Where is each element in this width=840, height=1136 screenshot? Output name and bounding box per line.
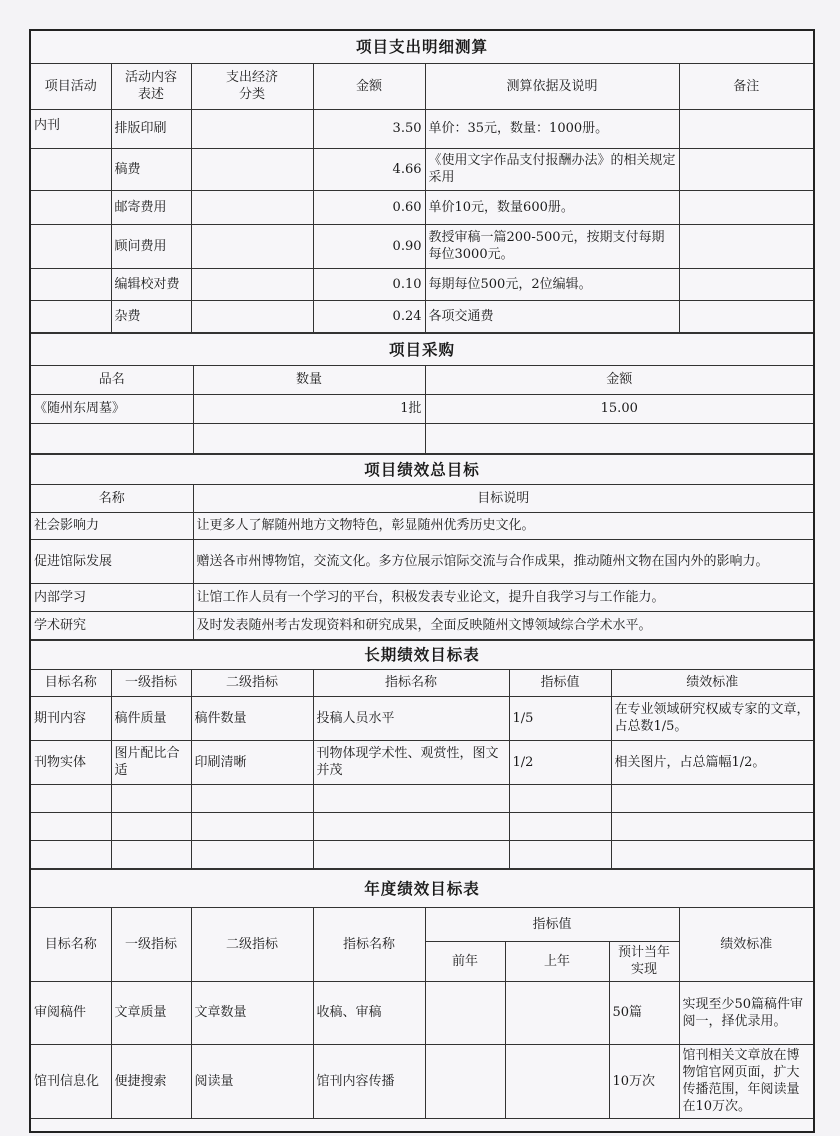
purchase-name: 《随州东周墓》 bbox=[31, 394, 193, 423]
budget-amount: 4.66 bbox=[313, 148, 425, 190]
budget-remark bbox=[679, 224, 813, 268]
goals-header-desc: 目标说明 bbox=[193, 484, 813, 512]
budget-content: 排版印刷 bbox=[111, 109, 191, 148]
goal-desc: 让馆工作人员有一个学习的平台，积极发表专业论文，提升自我学习与工作能力。 bbox=[193, 583, 813, 611]
goal-desc: 赠送各市州博物馆，交流文化。多方位展示馆际交流与合作成果，推动随州文物在国内外的影响力。 bbox=[193, 539, 813, 583]
annual-l1: 便捷搜索 bbox=[111, 1044, 191, 1118]
longterm-name: 刊物体现学术性、观赏性，图文并茂 bbox=[313, 740, 509, 784]
annual-goal: 馆刊信息化 bbox=[31, 1044, 111, 1118]
budget-header-activity: 项目活动 bbox=[31, 63, 111, 109]
budget-header-economic: 支出经济 分类 bbox=[191, 63, 313, 109]
empty-cell bbox=[313, 840, 509, 868]
purchase-name bbox=[31, 423, 193, 453]
budget-remark bbox=[679, 148, 813, 190]
annual-title: 年度绩效目标表 bbox=[31, 869, 813, 907]
longterm-header-std: 绩效标准 bbox=[611, 669, 813, 696]
annual-header-value: 指标值 bbox=[425, 907, 679, 941]
purchase-title: 项目采购 bbox=[31, 333, 813, 365]
budget-amount: 0.90 bbox=[313, 224, 425, 268]
budget-activity bbox=[31, 224, 111, 268]
table-row bbox=[31, 583, 813, 611]
empty-cell bbox=[611, 840, 813, 868]
goal-name: 促进馆际发展 bbox=[31, 539, 193, 583]
empty-cell bbox=[313, 784, 509, 812]
empty-cell bbox=[31, 784, 111, 812]
document-page bbox=[29, 29, 815, 1133]
annual-subheader-expected: 预计当年 实现 bbox=[609, 941, 679, 981]
budget-activity bbox=[31, 268, 111, 300]
longterm-l2: 印刷清晰 bbox=[191, 740, 313, 784]
budget-amount: 0.60 bbox=[313, 190, 425, 224]
purchase-header-name: 品名 bbox=[31, 365, 193, 394]
annual-header-l1: 一级指标 bbox=[111, 907, 191, 981]
annual-prev1 bbox=[505, 981, 609, 1044]
empty-cell bbox=[31, 840, 111, 868]
purchase-qty bbox=[193, 423, 425, 453]
longterm-std: 相关图片，占总篇幅1/2。 bbox=[611, 740, 813, 784]
longterm-l1: 稿件质量 bbox=[111, 696, 191, 740]
budget-note: 教授审稿一篇200-500元，按期支付每期每位3000元。 bbox=[425, 224, 679, 268]
budget-activity bbox=[31, 190, 111, 224]
annual-header-std: 绩效标准 bbox=[679, 907, 813, 981]
longterm-header-name: 指标名称 bbox=[313, 669, 509, 696]
goal-name: 社会影响力 bbox=[31, 512, 193, 539]
budget-amount: 0.10 bbox=[313, 268, 425, 300]
empty-cell bbox=[191, 840, 313, 868]
empty-cell bbox=[509, 812, 611, 840]
table-row bbox=[31, 109, 813, 148]
budget-economic bbox=[191, 300, 313, 332]
empty-cell bbox=[611, 784, 813, 812]
annual-header-goal: 目标名称 bbox=[31, 907, 111, 981]
annual-name: 馆刊内容传播 bbox=[313, 1044, 425, 1118]
annual-goal: 审阅稿件 bbox=[31, 981, 111, 1044]
longterm-l2: 稿件数量 bbox=[191, 696, 313, 740]
budget-content: 稿费 bbox=[111, 148, 191, 190]
budget-remark bbox=[679, 190, 813, 224]
budget-activity: 内刊 bbox=[31, 109, 111, 148]
annual-prev1 bbox=[505, 1044, 609, 1118]
table-row bbox=[31, 611, 813, 639]
annual-l1: 文章质量 bbox=[111, 981, 191, 1044]
purchase-table bbox=[31, 333, 813, 454]
purchase-amount: 15.00 bbox=[425, 394, 813, 423]
budget-content: 顾问费用 bbox=[111, 224, 191, 268]
budget-activity bbox=[31, 148, 111, 190]
purchase-qty: 1批 bbox=[193, 394, 425, 423]
table-row bbox=[31, 812, 813, 840]
budget-economic bbox=[191, 268, 313, 300]
empty-cell bbox=[509, 784, 611, 812]
budget-economic bbox=[191, 224, 313, 268]
goals-table bbox=[31, 454, 813, 640]
budget-content: 杂费 bbox=[111, 300, 191, 332]
longterm-value: 1/2 bbox=[509, 740, 611, 784]
purchase-header-qty: 数量 bbox=[193, 365, 425, 394]
purchase-header-amount: 金额 bbox=[425, 365, 813, 394]
empty-cell bbox=[313, 812, 509, 840]
budget-note: 单价10元，数量600册。 bbox=[425, 190, 679, 224]
budget-content: 编辑校对费 bbox=[111, 268, 191, 300]
table-row bbox=[31, 268, 813, 300]
budget-content: 邮寄费用 bbox=[111, 190, 191, 224]
table-row bbox=[31, 224, 813, 268]
table-row bbox=[31, 148, 813, 190]
empty-cell bbox=[509, 840, 611, 868]
annual-name: 收稿、审稿 bbox=[313, 981, 425, 1044]
longterm-goal: 期刊内容 bbox=[31, 696, 111, 740]
table-row bbox=[31, 512, 813, 539]
budget-note: 各项交通费 bbox=[425, 300, 679, 332]
annual-std: 馆刊相关文章放在博物馆官网页面，扩大传播范围，年阅读量在10万次。 bbox=[679, 1044, 813, 1118]
table-row bbox=[31, 740, 813, 784]
longterm-header-goal: 目标名称 bbox=[31, 669, 111, 696]
goal-desc: 让更多人了解随州地方文物特色，彰显随州优秀历史文化。 bbox=[193, 512, 813, 539]
budget-header-basis: 测算依据及说明 bbox=[425, 63, 679, 109]
empty-cell bbox=[111, 840, 191, 868]
annual-table bbox=[31, 869, 813, 1119]
longterm-name: 投稿人员水平 bbox=[313, 696, 509, 740]
budget-note: 每期每位500元，2位编辑。 bbox=[425, 268, 679, 300]
budget-amount: 0.24 bbox=[313, 300, 425, 332]
annual-expected: 50篇 bbox=[609, 981, 679, 1044]
annual-header-l2: 二级指标 bbox=[191, 907, 313, 981]
goals-header-name: 名称 bbox=[31, 484, 193, 512]
goal-name: 学术研究 bbox=[31, 611, 193, 639]
goal-name: 内部学习 bbox=[31, 583, 193, 611]
budget-note: 《使用文字作品支付报酬办法》的相关规定采用 bbox=[425, 148, 679, 190]
annual-prev2 bbox=[425, 981, 505, 1044]
budget-header-content: 活动内容 表述 bbox=[111, 63, 191, 109]
annual-l2: 阅读量 bbox=[191, 1044, 313, 1118]
longterm-l1: 图片配比合适 bbox=[111, 740, 191, 784]
longterm-header-value: 指标值 bbox=[509, 669, 611, 696]
budget-remark bbox=[679, 300, 813, 332]
annual-l2: 文章数量 bbox=[191, 981, 313, 1044]
budget-header-remark: 备注 bbox=[679, 63, 813, 109]
budget-activity bbox=[31, 300, 111, 332]
budget-table bbox=[31, 31, 813, 333]
budget-remark bbox=[679, 109, 813, 148]
budget-header-amount: 金额 bbox=[313, 63, 425, 109]
goal-desc: 及时发表随州考古发现资料和研究成果，全面反映随州文博领域综合学术水平。 bbox=[193, 611, 813, 639]
budget-economic bbox=[191, 148, 313, 190]
table-row bbox=[31, 1044, 813, 1118]
longterm-goal: 刊物实体 bbox=[31, 740, 111, 784]
empty-cell bbox=[191, 812, 313, 840]
budget-title: 项目支出明细测算 bbox=[31, 31, 813, 63]
empty-cell bbox=[191, 784, 313, 812]
purchase-amount bbox=[425, 423, 813, 453]
empty-cell bbox=[111, 812, 191, 840]
budget-note: 单价：35元，数量：1000册。 bbox=[425, 109, 679, 148]
longterm-title: 长期绩效目标表 bbox=[31, 640, 813, 669]
budget-remark bbox=[679, 268, 813, 300]
annual-subheader-prev2: 前年 bbox=[425, 941, 505, 981]
table-row bbox=[31, 696, 813, 740]
annual-header-name: 指标名称 bbox=[313, 907, 425, 981]
budget-economic bbox=[191, 109, 313, 148]
table-row bbox=[31, 539, 813, 583]
table-row bbox=[31, 981, 813, 1044]
annual-prev2 bbox=[425, 1044, 505, 1118]
table-row bbox=[31, 300, 813, 332]
goals-title: 项目绩效总目标 bbox=[31, 454, 813, 484]
table-row bbox=[31, 840, 813, 868]
budget-economic bbox=[191, 190, 313, 224]
longterm-header-l1: 一级指标 bbox=[111, 669, 191, 696]
annual-std: 实现至少50篇稿件审阅一，择优录用。 bbox=[679, 981, 813, 1044]
empty-cell bbox=[611, 812, 813, 840]
annual-subheader-prev1: 上年 bbox=[505, 941, 609, 981]
table-row bbox=[31, 784, 813, 812]
budget-amount: 3.50 bbox=[313, 109, 425, 148]
empty-cell bbox=[31, 812, 111, 840]
empty-cell bbox=[111, 784, 191, 812]
annual-expected: 10万次 bbox=[609, 1044, 679, 1118]
longterm-std: 在专业领域研究权威专家的文章，占总数1/5。 bbox=[611, 696, 813, 740]
longterm-value: 1/5 bbox=[509, 696, 611, 740]
table-row bbox=[31, 190, 813, 224]
table-row bbox=[31, 423, 813, 453]
longterm-table bbox=[31, 640, 813, 869]
table-row bbox=[31, 394, 813, 423]
longterm-header-l2: 二级指标 bbox=[191, 669, 313, 696]
